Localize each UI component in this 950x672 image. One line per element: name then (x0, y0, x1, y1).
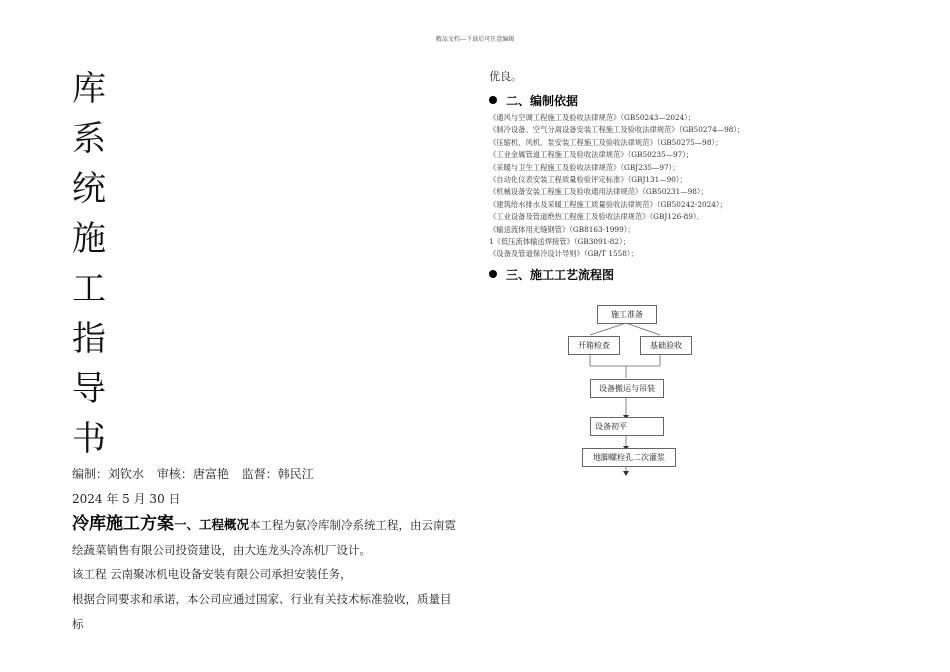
standard-item: 《压缩机、风机、泵安装工程施工及验收法律规范》（GB50275—98）； (489, 137, 723, 147)
standards-list (489, 112, 919, 261)
page-header: 精品文档---下载后可任意编辑 (435, 36, 515, 43)
overview-text-3: 该工程 云南聚冰机电设备安装有限公司承担安装任务， (72, 567, 352, 581)
overview-heading: 一、工程概况 (174, 517, 250, 532)
flow-step-leveling: 设备初平 (590, 417, 664, 436)
standard-item: 《制冷设备、空气分离设备安装工程施工及验收法律规范》（GB50274—98）； (489, 125, 745, 135)
supervisor-credit: 监督：韩民江 (241, 467, 314, 481)
continuation-text: 优良。 (489, 70, 522, 83)
author-credit: 编制：刘钦水 (72, 467, 145, 481)
overview-text-4: 根据合同要求和承诺，本公司应通过国家、行业有关技术标准验收，质量目标 (72, 592, 452, 631)
flow-step-prepare: 施工准备 (597, 305, 657, 324)
standard-item: 《工业金属管道工程施工及验收法律规范》（GB50235—97）； (489, 150, 694, 160)
flow-step-grouting: 地脚螺栓孔二次灌浆 (582, 448, 676, 467)
standard-item: 《设备及管道保冷设计导则》（GB/T 1558）； (489, 249, 638, 259)
standard-item: 《机械设备安装工程施工及验收通用法律规范》（GB50231—98）； (489, 187, 708, 197)
overview-text-1: 本工程为氨冷库制冷系统工程，由云南霓 (249, 518, 457, 532)
standard-item: 《建筑给水排水及采暖工程施工质量验收法律规范》（GB50242-2024）； (489, 199, 727, 209)
standard-item: 1《低压流体输送焊接管》（GB3091-82）； (489, 237, 631, 247)
section3-heading (489, 266, 614, 283)
plan-title: 冷库施工方案 (72, 514, 174, 534)
section2-heading (489, 92, 578, 109)
flow-step-hoisting: 设备搬运与吊装 (590, 379, 664, 398)
flow-step-unbox: 开箱检查 (568, 336, 620, 355)
standard-item: 《工业设备及管道绝热工程施工及验收法律规范》（GBJ126-89）． (489, 212, 704, 222)
section3-title: 三、施工工艺流程图 (506, 268, 615, 282)
title-char: 指 (72, 319, 106, 359)
vertical-title (72, 64, 112, 464)
standard-item: 《自动化仪表安装工程质量检验评定标准》（GBJ131—90）； (489, 175, 687, 185)
flow-step-foundation: 基础验收 (640, 336, 692, 355)
title-char: 库 (72, 69, 106, 109)
credits-line (72, 465, 323, 482)
reviewer-credit: 审核：唐富艳 (156, 467, 229, 481)
title-char: 统 (72, 169, 106, 209)
title-char: 系 (72, 119, 106, 159)
bullet-icon (489, 96, 497, 104)
section2-title: 二、编制依据 (506, 94, 579, 108)
title-char: 书 (72, 419, 106, 459)
process-flowchart (560, 298, 720, 483)
title-char: 工 (72, 269, 106, 309)
title-char: 施 (72, 219, 106, 259)
bullet-icon (489, 270, 497, 278)
overview-text-2: 绘蔬菜销售有限公司投资建设，由大连龙头冷冻机厂设计。 (72, 543, 371, 557)
title-char: 导 (72, 369, 106, 409)
standard-item: 《输送流体用无缝钢管》（GB8163-1999）； (489, 224, 635, 234)
overview-paragraph (72, 512, 460, 563)
standard-item: 《采暖与卫生工程施工及验收法律规范》（GBJ235—97）； (489, 162, 680, 172)
document-date: 2024 年 5 月 30 日 (72, 492, 181, 506)
standard-item: 《通风与空调工程施工及验收法律规范》（GB50243—2024）； (489, 113, 696, 122)
